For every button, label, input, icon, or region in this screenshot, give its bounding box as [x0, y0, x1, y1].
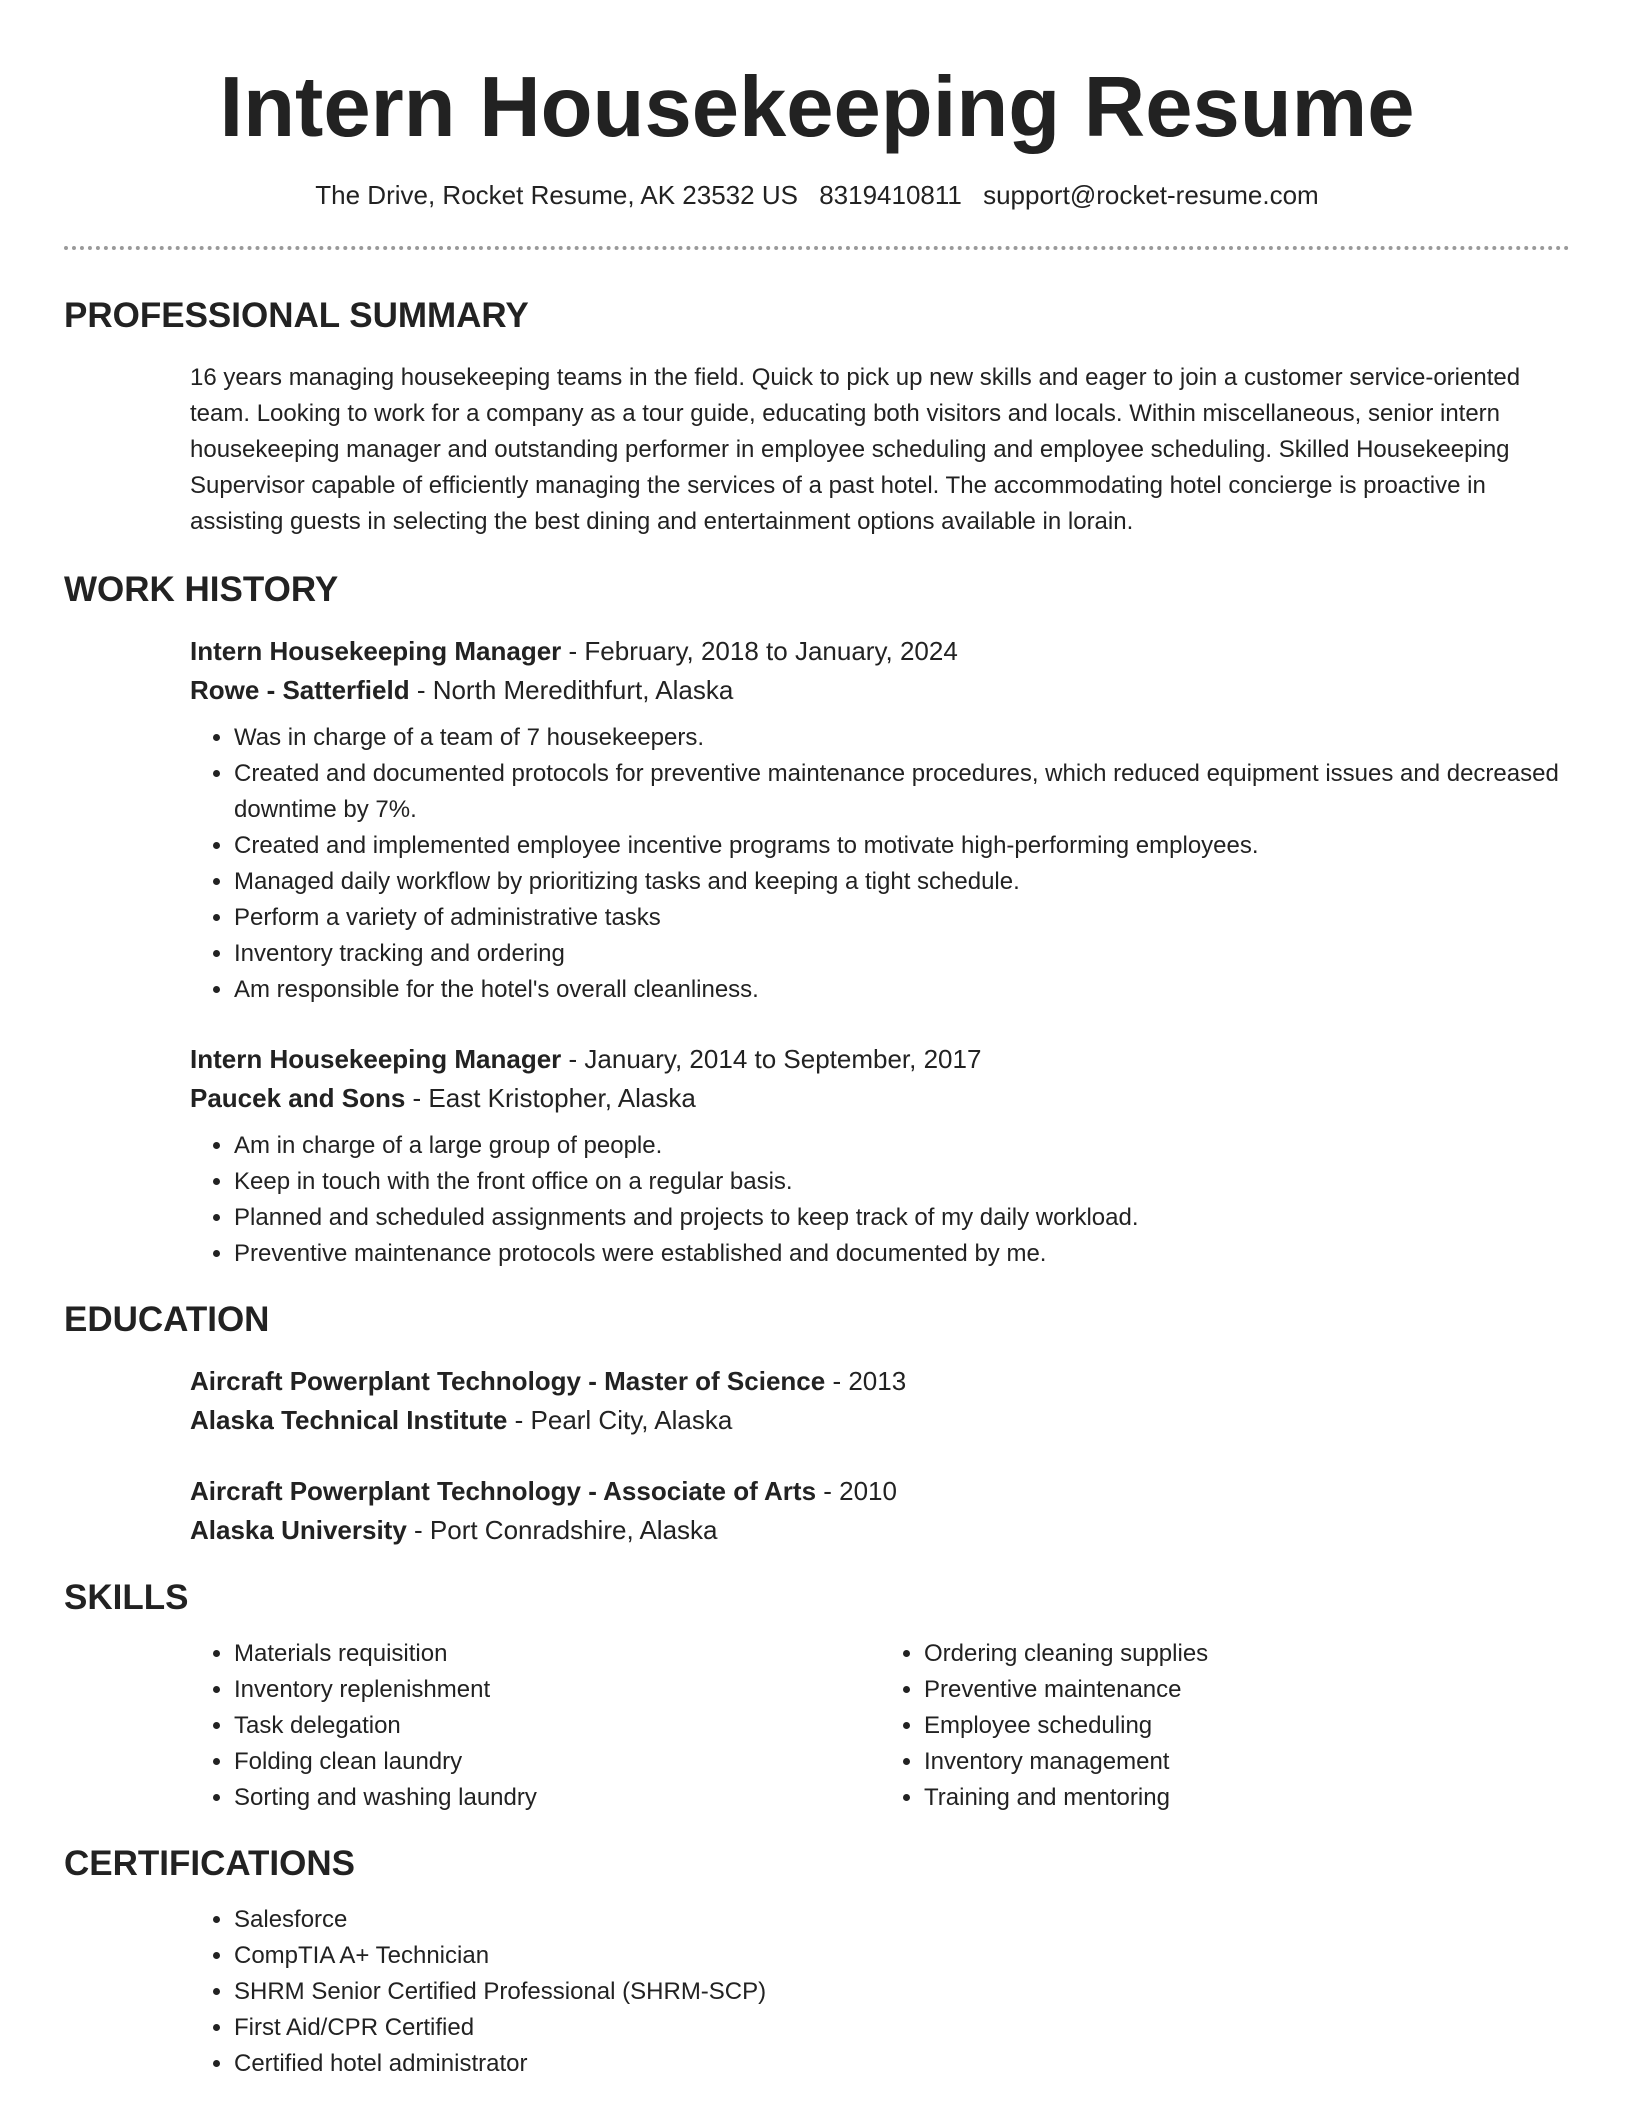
list-item: • Inventory replenishment	[234, 1672, 880, 1708]
job-dates: - January, 2014 to September, 2017	[561, 1044, 982, 1074]
degree: Aircraft Powerplant Technology - Master of Science	[190, 1366, 826, 1396]
degree: Aircraft Powerplant Technology - Associate of Arts	[190, 1476, 817, 1506]
list-item: • Created and documented protocols for preventive maintenance procedures, which reduced equipment issues and decreased downtime by 7%.	[234, 756, 1570, 828]
work-entry	[190, 1040, 1570, 1272]
job-bullets	[190, 720, 1570, 1008]
list-item: • Inventory management	[924, 1744, 1570, 1780]
list-item: • Inventory tracking and ordering	[234, 936, 1570, 972]
list-item: • Perform a variety of administrative tasks	[234, 900, 1570, 936]
job-company-line	[190, 1079, 1570, 1118]
list-item: • SHRM Senior Certified Professional (SHRM-SCP)	[234, 1974, 1570, 2010]
degree-line	[190, 1472, 1570, 1511]
skills-grid	[190, 1636, 1570, 1816]
list-item: • CompTIA A+ Technician	[234, 1938, 1570, 1974]
section-title-skills: SKILLS	[64, 1578, 189, 1617]
contact-address: The Drive, Rocket Resume, AK 23532 US	[315, 180, 798, 210]
list-item: • Sorting and washing laundry	[234, 1780, 880, 1816]
job-company: Rowe - Satterfield	[190, 675, 410, 705]
header-divider	[64, 246, 1570, 250]
list-item: • Managed daily workflow by prioritizing tasks and keeping a tight schedule.	[234, 864, 1570, 900]
job-title-line	[190, 1040, 1570, 1079]
list-item: • Folding clean laundry	[234, 1744, 880, 1780]
list-item: • Ordering cleaning supplies	[924, 1636, 1570, 1672]
job-company: Paucek and Sons	[190, 1083, 406, 1113]
work-entry	[190, 632, 1570, 1008]
job-title: Intern Housekeeping Manager	[190, 1044, 562, 1074]
certifications-list	[190, 1902, 1570, 2082]
list-item: • Created and implemented employee incentive programs to motivate high-performing employees.	[234, 828, 1570, 864]
job-location: - North Meredithfurt, Alaska	[409, 675, 734, 705]
contact-line	[64, 178, 1570, 212]
list-item: • Materials requisition	[234, 1636, 880, 1672]
skills-column-right	[880, 1636, 1570, 1816]
degree-year: - 2010	[816, 1476, 897, 1506]
list-item: • Task delegation	[234, 1708, 880, 1744]
job-location: - East Kristopher, Alaska	[405, 1083, 696, 1113]
resume-page	[64, 0, 1570, 2082]
section-title-summary: PROFESSIONAL SUMMARY	[64, 296, 529, 335]
contact-phone: 8319410811	[819, 180, 962, 210]
job-dates: - February, 2018 to January, 2024	[561, 636, 958, 666]
job-bullets	[190, 1128, 1570, 1272]
degree-year: - 2013	[825, 1366, 907, 1396]
list-item: • First Aid/CPR Certified	[234, 2010, 1570, 2046]
skills-column-left	[190, 1636, 880, 1816]
education-entry	[190, 1472, 1570, 1550]
school: Alaska Technical Institute	[190, 1405, 508, 1435]
list-item: • Am in charge of a large group of people.	[234, 1128, 1570, 1164]
list-item: • Planned and scheduled assignments and projects to keep track of my daily workload.	[234, 1200, 1570, 1236]
list-item: • Salesforce	[234, 1902, 1570, 1938]
school-line	[190, 1401, 1570, 1440]
school: Alaska University	[190, 1515, 407, 1545]
contact-email: support@rocket-resume.com	[983, 180, 1319, 210]
section-title-work-history: WORK HISTORY	[64, 570, 339, 609]
school-location: - Port Conradshire, Alaska	[406, 1515, 718, 1545]
list-item: • Training and mentoring	[924, 1780, 1570, 1816]
list-item: • Preventive maintenance	[924, 1672, 1570, 1708]
job-company-line	[190, 671, 1570, 710]
education-entry	[190, 1362, 1570, 1440]
job-title: Intern Housekeeping Manager	[190, 636, 562, 666]
section-title-education: EDUCATION	[64, 1300, 270, 1339]
list-item: • Keep in touch with the front office on a regular basis.	[234, 1164, 1570, 1200]
certifications-list-wrap	[190, 1902, 1570, 2082]
list-item: • Preventive maintenance protocols were established and documented by me.	[234, 1236, 1570, 1272]
degree-line	[190, 1362, 1570, 1401]
section-title-certifications: CERTIFICATIONS	[64, 1844, 356, 1883]
job-title-line	[190, 632, 1570, 671]
school-line	[190, 1511, 1570, 1550]
school-location: - Pearl City, Alaska	[507, 1405, 733, 1435]
resume-title: Intern Housekeeping Resume	[219, 60, 1415, 155]
list-item: • Certified hotel administrator	[234, 2046, 1570, 2082]
summary-text: 16 years managing housekeeping teams in the field. Quick to pick up new skills and eager to join a customer service-oriented team. Looking to work for a company as a tour guide, educating both visitors and locals. Within miscellaneous, senior intern housekeeping manager and outstanding performer in employee scheduling and employee scheduling. Skilled Housekeeping Supervisor capable of efficiently managing the services of a past hotel. The accommodating hotel concierge is proactive in assisting guests in selecting the best dining and entertainment options available in lorain.	[190, 364, 1521, 535]
list-item: • Employee scheduling	[924, 1708, 1570, 1744]
list-item: • Am responsible for the hotel's overall cleanliness.	[234, 972, 1570, 1008]
list-item: • Was in charge of a team of 7 housekeepers.	[234, 720, 1570, 756]
